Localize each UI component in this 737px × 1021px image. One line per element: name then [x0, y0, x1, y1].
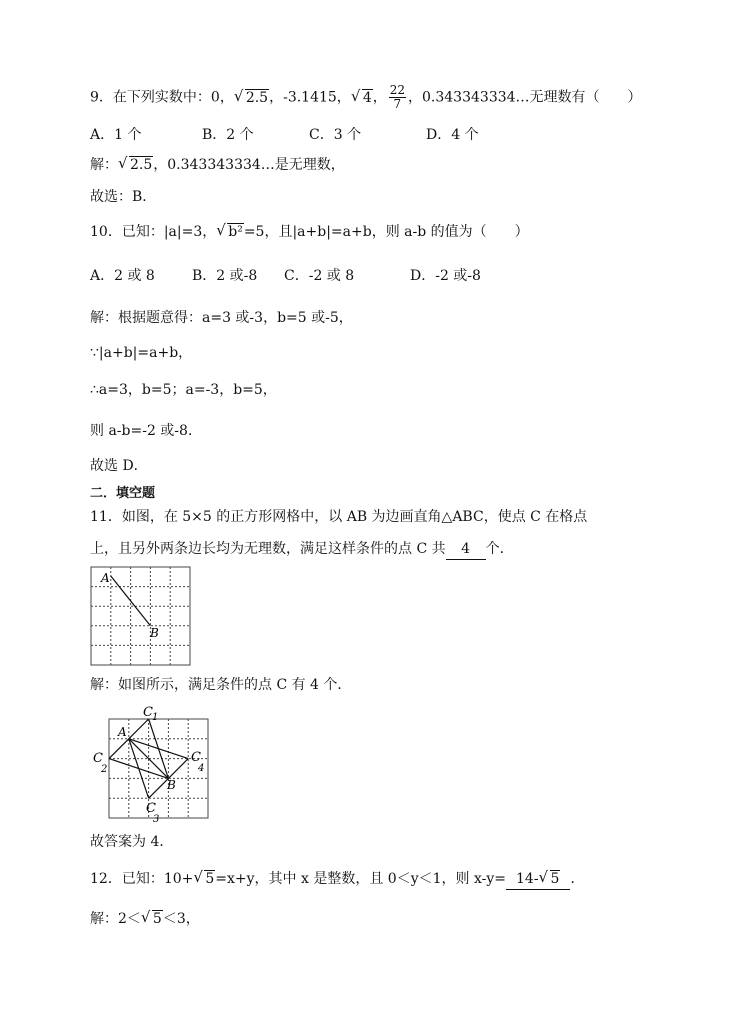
point-b-label: B — [167, 778, 176, 792]
q9-sol-suffix: ，0.343343334…是无理数， — [153, 157, 345, 173]
segment-a-c3 — [129, 739, 149, 798]
point-a-label: A — [118, 725, 127, 739]
q9-option-b: B．2 个 — [202, 127, 254, 143]
fraction-22-7 — [389, 84, 406, 111]
q11-line2-suffix: 个． — [485, 541, 514, 557]
q11-line2 — [90, 539, 514, 560]
q9-rad1: 2.5 — [245, 89, 269, 106]
sqrt-5: √ 5 — [193, 868, 215, 887]
q10-option-d: D．-2 或-8 — [410, 268, 481, 284]
segment-b-c4 — [168, 759, 188, 779]
sqrt-5-solution: √ 5 — [140, 908, 162, 927]
q10-rad: b² — [228, 224, 243, 240]
point-a-label: A — [101, 571, 110, 585]
q9-answer: 故选：B． — [90, 189, 157, 205]
frac-num: 22 — [389, 83, 406, 97]
q11-answer-blank: 4 — [446, 539, 486, 560]
point-c3-label: C — [146, 801, 156, 816]
q10-option-c: C．-2 或 8 — [284, 268, 355, 284]
sqrt-2.5-solution: √ 2.5 — [118, 154, 153, 173]
q9-sep: ， — [372, 89, 387, 106]
q11-line2-prefix: 上，且另外两条边长均为无理数，满足这样条件的点 C 共 — [90, 541, 446, 557]
sqrt-b-squared: √ b² — [216, 221, 243, 240]
q12-solution — [90, 909, 200, 929]
q10-suffix: =5，且|a+b|=a+b，则 a-b 的值为（ ） — [243, 224, 529, 240]
q10-solution-3: ∴a=3，b=5；a=-3，b=5， — [90, 382, 277, 398]
q11-solution: 解：如图所示，满足条件的点 C 有 4 个． — [90, 677, 352, 693]
q9-mid1: ，-3.1415， — [269, 89, 351, 106]
segment-a-c4 — [129, 739, 188, 759]
q9-option-a: A．1 个 — [90, 127, 142, 143]
q12-suffix: ． — [570, 871, 585, 887]
q12-answer-blank — [506, 869, 570, 890]
q9-rad2: 4 — [362, 89, 372, 106]
grid-figure-1 — [90, 566, 192, 667]
segment-b-c3 — [149, 778, 169, 798]
q12-mid: =x+y，其中 x 是整数，且 0＜y＜1，则 x-y= — [215, 871, 506, 887]
q9-suffix: ，0.343343334…无理数有（ ） — [408, 89, 642, 106]
q10-answer: 故选 D． — [90, 458, 148, 474]
q10-solution-2: ∵|a+b|=a+b， — [90, 345, 193, 361]
point-c1-subscript: 1 — [152, 712, 159, 723]
point-c1-label: C — [143, 705, 153, 720]
q9-stem — [90, 84, 642, 111]
point-c2-subscript: 2 — [101, 764, 108, 775]
point-c4-subscript: 4 — [198, 763, 205, 774]
q9-option-d: D．4 个 — [426, 127, 479, 143]
q12-sol-rad: 5 — [152, 911, 162, 927]
q10-solution-4: 则 a-b=-2 或-8． — [90, 423, 202, 439]
q12-blank-prefix: 14- — [516, 871, 539, 887]
frac-den: 7 — [393, 97, 402, 111]
sqrt-5-answer: √ 5 — [538, 868, 560, 887]
q9-solution — [90, 155, 345, 175]
segment-a-c1 — [129, 719, 149, 739]
q11-answer: 故答案为 4． — [90, 834, 174, 850]
grid-figure-2 — [90, 701, 212, 825]
q10-stem — [90, 222, 529, 242]
q10-option-a: A．2 或 8 — [90, 268, 155, 284]
sqrt-4: √ 4 — [350, 86, 372, 106]
q11-line1: 11．如图，在 5×5 的正方形网格中，以 AB 为边画直角△ABC，使点 C 在格点 — [90, 509, 588, 525]
q12-prefix: 12．已知：10+ — [90, 871, 194, 887]
q10-option-b: B．2 或-8 — [192, 268, 258, 284]
q9-sol-rad: 2.5 — [130, 157, 153, 173]
q10-solution-1: 解：根据题意得：a=3 或-3，b=5 或-5， — [90, 310, 353, 326]
point-b-label: B — [150, 626, 159, 640]
q12-sol-prefix: 解：2＜ — [90, 911, 141, 927]
section-title: 二．填空题 — [90, 486, 156, 501]
q9-sol-prefix: 解： — [90, 157, 118, 173]
q12-blank-rad: 5 — [550, 871, 560, 887]
q10-prefix: 10．已知：|a|=3， — [90, 224, 217, 240]
sqrt-2.5: √ 2.5 — [233, 86, 269, 106]
point-c2-label: C — [93, 751, 103, 766]
point-c4-label: C — [191, 750, 201, 765]
q9-prefix: 9．在下列实数中：0， — [90, 89, 234, 106]
q12-sol-suffix: ＜3， — [162, 911, 200, 927]
segment-a-c2 — [109, 739, 129, 759]
point-c3-subscript: 3 — [153, 814, 160, 825]
q12-rad: 5 — [205, 871, 215, 887]
q9-option-c: C．3 个 — [309, 127, 362, 143]
q12-stem — [90, 869, 584, 890]
